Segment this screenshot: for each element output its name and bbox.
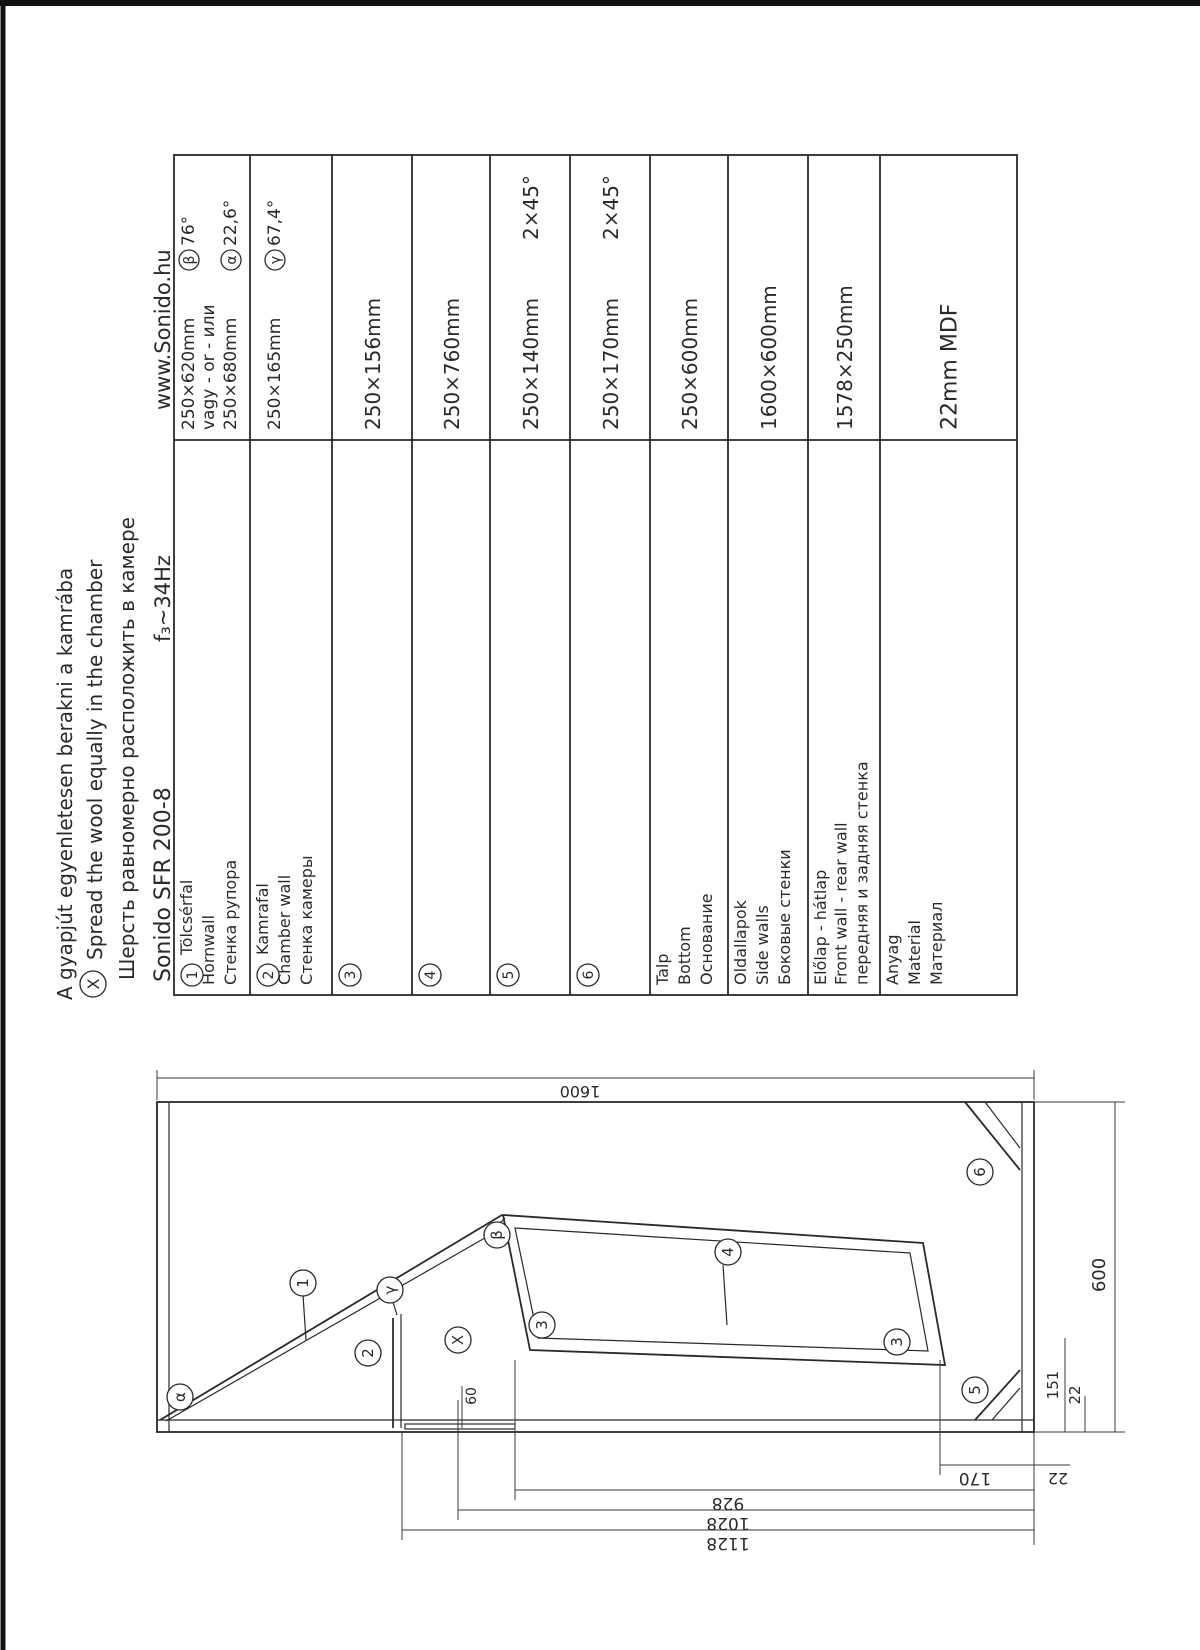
table-row [177, 200, 241, 986]
part-dimension: 250×620mm [179, 317, 199, 430]
part-label: Материал [927, 901, 946, 985]
dim-60-label: 60 [464, 1387, 480, 1405]
callout-label: 3 [533, 1320, 551, 1330]
part-label: Боковые стенки [775, 849, 794, 985]
table-row [883, 304, 963, 985]
part-label: Material [905, 920, 924, 985]
part-label: Основание [697, 893, 716, 985]
callouts [167, 1159, 993, 1410]
part-number: 5 [501, 970, 517, 980]
part-label: Oldallapok [731, 900, 750, 985]
part-label: Kamrafal [253, 883, 272, 955]
dim-width-label: 600 [1089, 1257, 1110, 1293]
part-dimension: 250×760mm [440, 297, 464, 430]
part-label: Tölcsérfal [177, 879, 196, 955]
cabinet-outline [157, 1102, 1034, 1432]
angle-symbol: β [182, 255, 198, 265]
panel-4-frame [503, 1215, 945, 1365]
part-number: 4 [423, 970, 439, 980]
dim-928-label: 928 [711, 1493, 745, 1513]
angle-value: 67,4° [265, 199, 285, 246]
dimensions [157, 1070, 1125, 1553]
part-label: Chamber wall [275, 874, 294, 985]
part-number: 2 [261, 970, 277, 980]
callout-label: 1 [294, 1278, 312, 1288]
table-row [811, 285, 871, 985]
part-label: Anyag [883, 934, 902, 985]
brace-6-inner [985, 1102, 1020, 1148]
brace-5-inner [992, 1388, 1020, 1420]
table-row [253, 200, 316, 986]
part-dimension: vagy - or - или [199, 304, 219, 430]
part-label: Side walls [753, 905, 772, 985]
note-english: Spread the wool equally in the chamber [83, 559, 107, 960]
part-dimension: 250×140mm [519, 297, 543, 430]
part-dimension: 2×45° [599, 175, 623, 240]
part-dimension: 250×600mm [678, 297, 702, 430]
callout-label: X [449, 1334, 467, 1346]
part-label: Front wall - rear wall [831, 822, 851, 985]
table-row [653, 298, 716, 986]
table-row [731, 285, 794, 985]
callout-label: 6 [971, 1167, 989, 1177]
part-label: Előlap - hátlap [811, 869, 830, 985]
table-row [577, 175, 623, 986]
part-label: Стенка рупора [221, 859, 240, 985]
callout-label: γ [381, 1285, 399, 1295]
table-title-product: Sonido SFR 200-8 [151, 787, 176, 982]
table-row [419, 298, 464, 986]
part-number: 6 [581, 970, 597, 980]
part-dimension: 250×165mm [265, 317, 285, 430]
angle-value: 22,6° [221, 199, 241, 246]
leader-4 [723, 1265, 727, 1325]
part-label: Hornwall [199, 914, 218, 985]
table-title-frequency: f₃~34Hz [151, 555, 175, 642]
angle-symbol: α [224, 255, 240, 265]
callout-label: β [488, 1230, 506, 1240]
enclosure-drawing [157, 1102, 1034, 1432]
callout-label: 4 [719, 1247, 737, 1257]
note-russian: Шерсть равномерно расположить в камере [115, 517, 139, 980]
callout-label: 3 [888, 1337, 906, 1347]
part-number: 1 [185, 970, 201, 980]
part-number: 3 [343, 970, 359, 980]
table-title-url: www.Sonido.hu [151, 249, 175, 410]
table-row [497, 175, 543, 986]
part-label: Стенка камеры [297, 855, 316, 985]
dim-151-label: 151 [1044, 1370, 1062, 1400]
part-dimension: 250×680mm [221, 317, 241, 430]
callout-label: 5 [966, 1385, 984, 1395]
dim-22-side-label: 22 [1066, 1385, 1084, 1405]
horn-wall-inner [166, 1227, 504, 1421]
note-hungarian: A gyapjút egyenletesen berakni a kamrába [53, 567, 77, 1000]
part-dimension: 250×156mm [361, 297, 385, 430]
part-dimension: 250×170mm [599, 297, 623, 430]
part-label: Bottom [675, 926, 694, 985]
part-dimension: 1600×600mm [757, 285, 781, 430]
angle-value: 76° [179, 215, 199, 246]
part-label: передняя и задняя стенка [852, 761, 872, 985]
wool-instructions [53, 517, 139, 1000]
dim-22-bottom-label: 22 [1047, 1469, 1069, 1488]
part-dimension: 1578×250mm [833, 285, 857, 430]
table-row [339, 298, 385, 986]
part-dimension: 2×45° [519, 175, 543, 240]
parts-table [151, 155, 1017, 995]
part-label: Talp [653, 953, 672, 985]
dim-170-label: 170 [958, 1468, 992, 1488]
callout-label: α [171, 1392, 189, 1402]
port-slot [405, 1424, 515, 1429]
leader-gamma [393, 1302, 397, 1315]
horn-wall [160, 1215, 502, 1420]
dim-1028-label: 1028 [706, 1513, 750, 1533]
part-dimension: 22mm MDF [937, 303, 963, 430]
note-x-marker: X [84, 978, 103, 990]
dim-height-label: 1600 [559, 1082, 601, 1101]
angle-symbol: γ [268, 255, 284, 265]
dim-1128-label: 1128 [706, 1533, 750, 1553]
callout-label: 2 [359, 1348, 377, 1358]
